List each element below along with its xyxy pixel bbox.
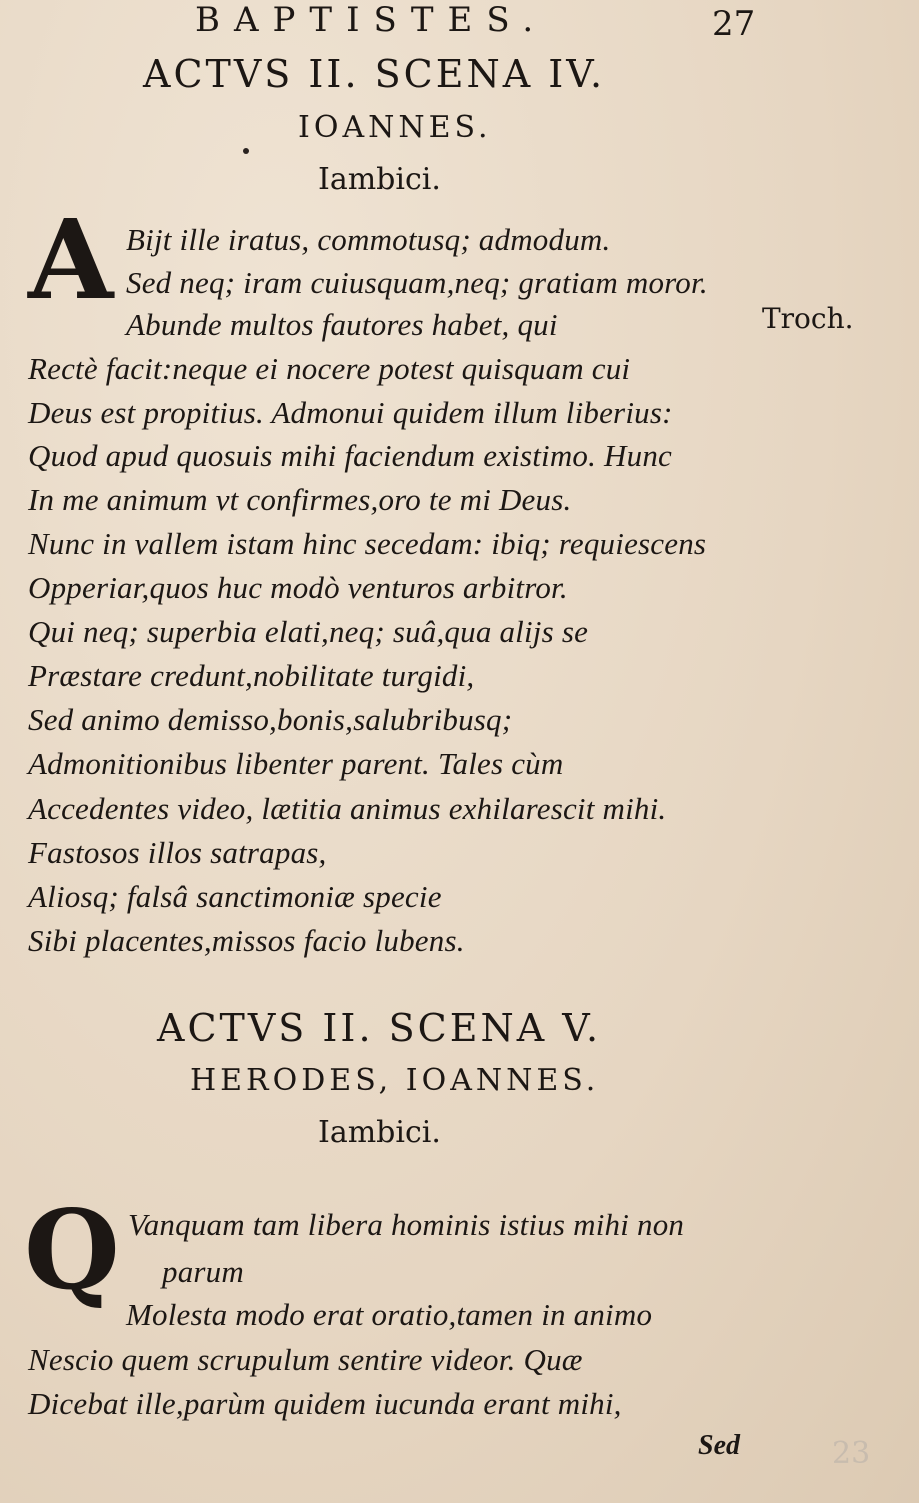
verse-line: Sibi placentes,missos facio lubens. [28,923,465,958]
scene5-character: HERODES, IOANNES. [190,1063,600,1098]
faint-number: 23 [832,1436,871,1471]
scene4-initial: A [28,195,114,324]
verse-line: Admonitionibus libenter parent. Tales cùm [28,746,564,781]
verse-line: Sed animo demisso,bonis,salubribusq; [28,702,513,737]
verse-line: Rectè facit:neque ei nocere potest quisquam cui [28,351,631,386]
verse-line: Præstare credunt,nobilitate turgidi, [28,658,475,693]
verse-line: Quod apud quosuis mihi faciendum existimo. Hunc [28,438,672,473]
scene5-initial: Q [24,1185,120,1314]
verse-line: Accedentes video, lætitia animus exhilarescit mihi. [28,791,667,826]
scene5-meter: Iambici. [318,1115,441,1150]
scene4-act-heading: ACTVS II. SCENA IV. [143,52,606,96]
verse-line: parum [162,1254,244,1289]
verse-line: In me animum vt confirmes,oro te mi Deus. [28,482,572,517]
running-head: BAPTISTES. [195,0,548,40]
verse-line: Molesta modo erat oratio,tamen in animo [126,1297,653,1332]
catchword: Sed [698,1430,740,1461]
verse-line: Nescio quem scrupulum sentire videor. Quæ [28,1342,583,1377]
verse-line: Fastosos illos satrapas, [28,835,327,870]
verse-line: Bijt ille iratus, commotusq; admodum. [126,222,611,257]
verse-line: Vanquam tam libera hominis istius mihi non [128,1207,685,1242]
verse-line: Aliosq; falsâ sanctimoniæ specie [28,879,442,914]
verse-line: Nunc in vallem istam hinc secedam: ibiq; requiescens [28,526,707,561]
margin-note: Troch. [762,302,854,335]
verse-line: Qui neq; superbia elati,neq; suâ,qua alijs se [28,614,589,649]
scene4-character: IOANNES. [298,110,492,145]
scene5-act-heading: ACTVS II. SCENA V. [157,1006,602,1050]
scene4-meter: Iambici. [318,162,441,197]
verse-line: Abunde multos fautores habet, qui [126,307,558,342]
ink-speck [243,148,249,154]
verse-line: Deus est propitius. Admonui quidem illum liberius: [28,395,673,430]
verse-line: Sed neq; iram cuiusquam,neq; gratiam moror. [126,265,708,300]
verse-line: Dicebat ille,parùm quidem iucunda erant mihi, [28,1386,622,1421]
page-number: 27 [712,4,756,44]
verse-line: Opperiar,quos huc modò venturos arbitror. [28,570,568,605]
